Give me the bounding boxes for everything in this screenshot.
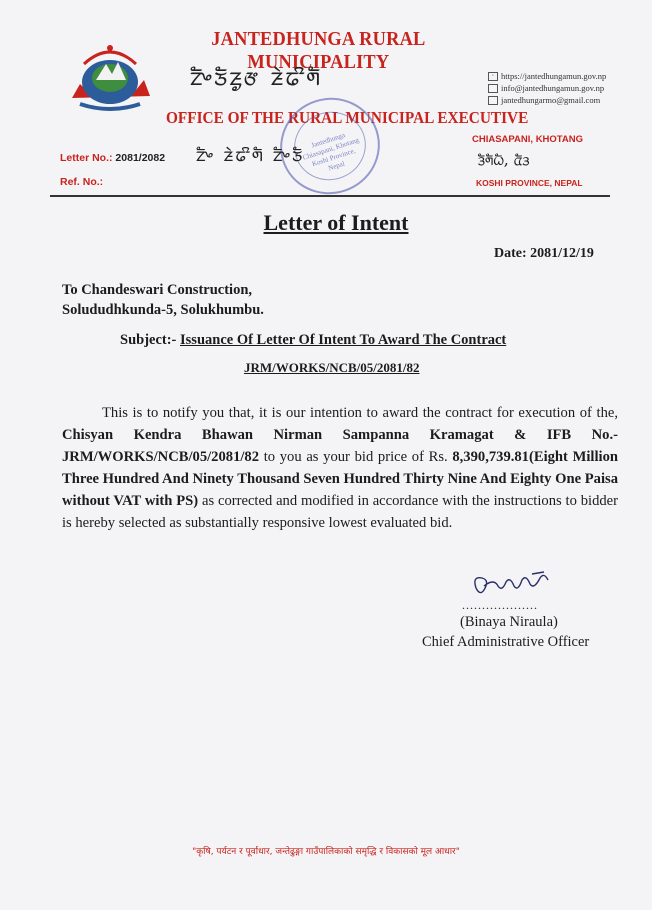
project-name: Chisyan Kendra Bhawan Nirman Sampanna Kramagat & IFB No.-JRM/WORKS/NCB/05/2081/82 [62, 427, 618, 465]
address-line-1: CHIASAPANI, KHOTANG [472, 134, 584, 145]
address-line-3: KOSHI PROVINCE, NEPAL [476, 178, 583, 188]
website-row [488, 70, 648, 82]
signatory-title: Chief Administrative Officer [422, 634, 590, 650]
reference-number-label: Ref. No.: [60, 176, 104, 188]
email-row-1 [488, 82, 648, 94]
address-script: ᤋᤠᤛᤠᤐᤠ, ᤂᤠᤋ [478, 150, 530, 169]
globe-icon: ◦ [488, 72, 498, 81]
subject-label: Subject:- [120, 332, 177, 348]
handwritten-signature [470, 568, 554, 598]
recipient-name: To Chandeswari Construction, [62, 282, 253, 298]
letter-number-value: 2081/2082 [115, 152, 166, 164]
envelope-icon [488, 96, 498, 105]
document-title: Letter of Intent [263, 210, 409, 235]
header-divider [50, 195, 610, 197]
website-text: https://jantedhungamun.gov.np [501, 71, 607, 81]
email-text-1: info@jantedhungamun.gov.np [501, 83, 605, 93]
subject-line [120, 332, 506, 349]
body-text-3: to you as your bid price of Rs. [259, 449, 453, 465]
envelope-icon [488, 84, 498, 93]
contact-block [488, 70, 648, 106]
recipient-address: Solududhkunda-5, Solukhumbu. [62, 302, 264, 318]
municipality-name: JANTEDHUNGA RURAL MUNICIPALITY [211, 28, 426, 73]
signatory-name: (Binaya Niraula) [460, 614, 558, 630]
municipality-name-script: ᤁᤠᤴᤍᤠᤏᤢᤅ ᤏᤧᤒᤡᤛᤠ [190, 62, 323, 92]
bid-amount: 8,390,739.81(Eight Million Three Hundred And Ninety Thousand Seven Hundred Thirty Nine And Eighty One Paisa without VAT with PS) [62, 449, 618, 509]
office-name-script: ᤁᤠᤴ ᤏᤧᤒᤡᤛᤠ ᤁᤠᤴᤍᤠ [196, 142, 305, 166]
body-text-1: This is to notify you that, it is our intention to award the contract for execution of the, [102, 405, 618, 421]
municipality-emblem-icon [66, 34, 154, 114]
letter-number [60, 152, 165, 164]
footer-motto: "कृषि, पर्यटन र पूर्वाधार, जन्तेढुङ्गा गाउँपालिकाको समृद्धि र विकासको मूल आधार" [192, 847, 460, 857]
stamp-text: Jantedhunga Chiasapani, Khotang Koshi Province, Nepal [301, 131, 361, 173]
email-row-2 [488, 94, 648, 106]
body-paragraph [62, 402, 618, 534]
contract-reference-code: JRM/WORKS/NCB/05/2081/82 [244, 360, 420, 375]
letter-number-label: Letter No.: [60, 152, 113, 164]
subject-text: Issuance Of Letter Of Intent To Award The Contract [180, 332, 507, 348]
body-text-5: as corrected and modified in accordance with the instructions to bidder is hereby selected as substantially responsive lowest evaluated bid. [62, 493, 618, 531]
document-date: Date: 2081/12/19 [494, 246, 594, 261]
office-title: OFFICE OF THE RURAL MUNICIPAL EXECUTIVE [166, 108, 529, 127]
signature-dots: ................... [462, 598, 538, 612]
email-text-2: jantedhungarmo@gmail.com [501, 95, 601, 105]
